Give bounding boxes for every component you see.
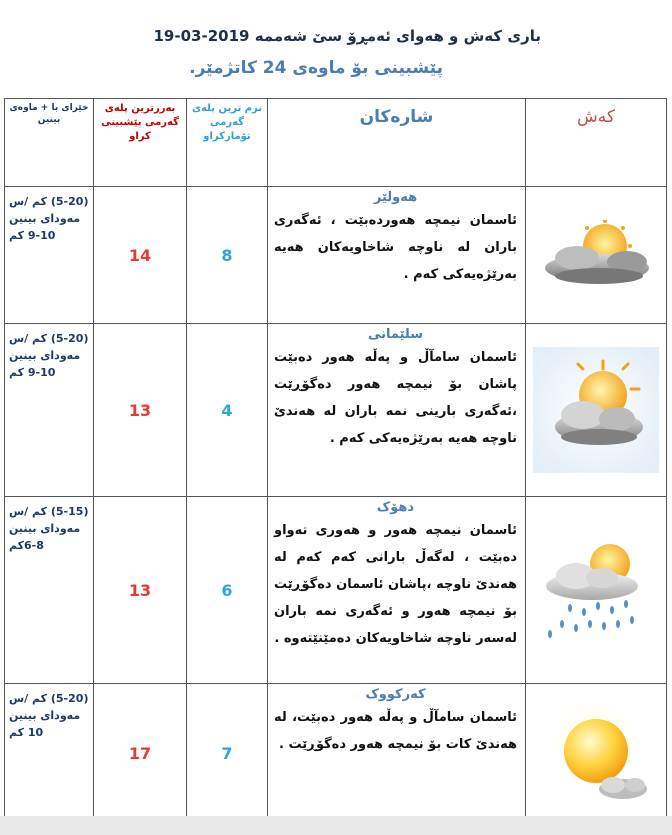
weather-icon-cell [526,497,667,684]
table-row [5,324,667,497]
sun-behind-cloud-icon [537,220,655,290]
city-name: هەولێر [373,190,418,205]
forecast-table [4,98,667,824]
forecast-description: ئاسمان نیمچە هەور و هەوری تەواو دەبێت ، لەگەڵ بارانی کەم کەم لە هەندێ ناوچە ،پاشان ئاسمان دەگۆڕێت بۆ نیمچە هەور و ئەگەری نمە باران لەسەر ناوچە شاخاویەکان دەمێنێتەوە . [274,523,517,646]
wind-cell [5,187,94,324]
visibility-value: 6-8کم [9,539,44,552]
max-temp: 17 [94,684,187,824]
table-row [5,187,667,324]
city-cell [268,187,526,324]
header-city: شارەکان [268,99,526,187]
max-temp: 13 [94,497,187,684]
weather-icon-cell [526,187,667,324]
sun-small-cloud-icon [541,699,651,809]
weather-icon-cell [526,324,667,497]
table-header-row [5,99,667,187]
city-name: دهۆک [376,500,415,515]
visibility-label: مەودای بینین [9,522,81,535]
table-row [5,684,667,824]
visibility-label: مەودای بینین [9,212,81,225]
header-weather: کەش [526,99,667,187]
min-temp: 8 [187,187,268,324]
sun-cloud-rain-icon [540,540,652,640]
city-name: کەرکووک [365,687,426,702]
city-cell [268,324,526,497]
wind-speed: (5-20) کم /س [9,692,89,705]
city-cell [268,684,526,824]
header-max-temp: بەرزترین پلەی گەرمی پێشبینی کراو [94,99,187,187]
bottom-strip [0,816,672,835]
visibility-value: 10 کم [9,726,44,739]
table-row [5,497,667,684]
page-subtitle: پێشبینی بۆ ماوەی 24 کاتژمێر. [189,58,443,78]
header-wind: خێرای با + ماوەی بینین [5,99,94,187]
min-temp: 7 [187,684,268,824]
city-cell [268,497,526,684]
wind-speed: (5-15) کم /س [9,505,89,518]
sun-behind-cloud-icon [533,347,659,473]
weather-icon-cell [526,684,667,824]
wind-speed: (5-20) کم /س [9,195,89,208]
forecast-description: ئاسمان سامآڵ و پەڵە هەور دەبێت پاشان بۆ نیمچە هەور دەگۆڕێت ،ئەگەری بارینی نمە باران لە هەندێ ناوچە هەیە بەرێژەیەکی کەم . [274,350,517,446]
min-temp: 6 [187,497,268,684]
wind-cell [5,497,94,684]
wind-cell [5,324,94,497]
min-temp: 4 [187,324,268,497]
forecast-description: ئاسمان سامآڵ و پەڵە هەور دەبێت، لە هەندێ کات بۆ نیمچە هەور دەگۆڕێت . [274,710,517,752]
forecast-description: ئاسمان نیمچە هەوردەبێت ، ئەگەری باران لە ناوچە شاخاویەکان هەیە بەرێژەیەکی کەم . [274,213,517,282]
max-temp: 14 [94,187,187,324]
visibility-value: 9-10 کم [9,229,56,242]
wind-speed: (5-20) کم /س [9,332,89,345]
visibility-value: 9-10 کم [9,366,56,379]
wind-cell [5,684,94,824]
visibility-label: مەودای بینین [9,709,81,722]
city-name: سلێمانی [367,327,424,342]
visibility-label: مەودای بینین [9,349,81,362]
header-min-temp: نزم ترین پلەی گەرمی تۆمارکراو [187,99,268,187]
page-title: باری کەش و هەوای ئەمڕۆ سێ شەممە 2019-03-19 [153,27,541,45]
max-temp: 13 [94,324,187,497]
